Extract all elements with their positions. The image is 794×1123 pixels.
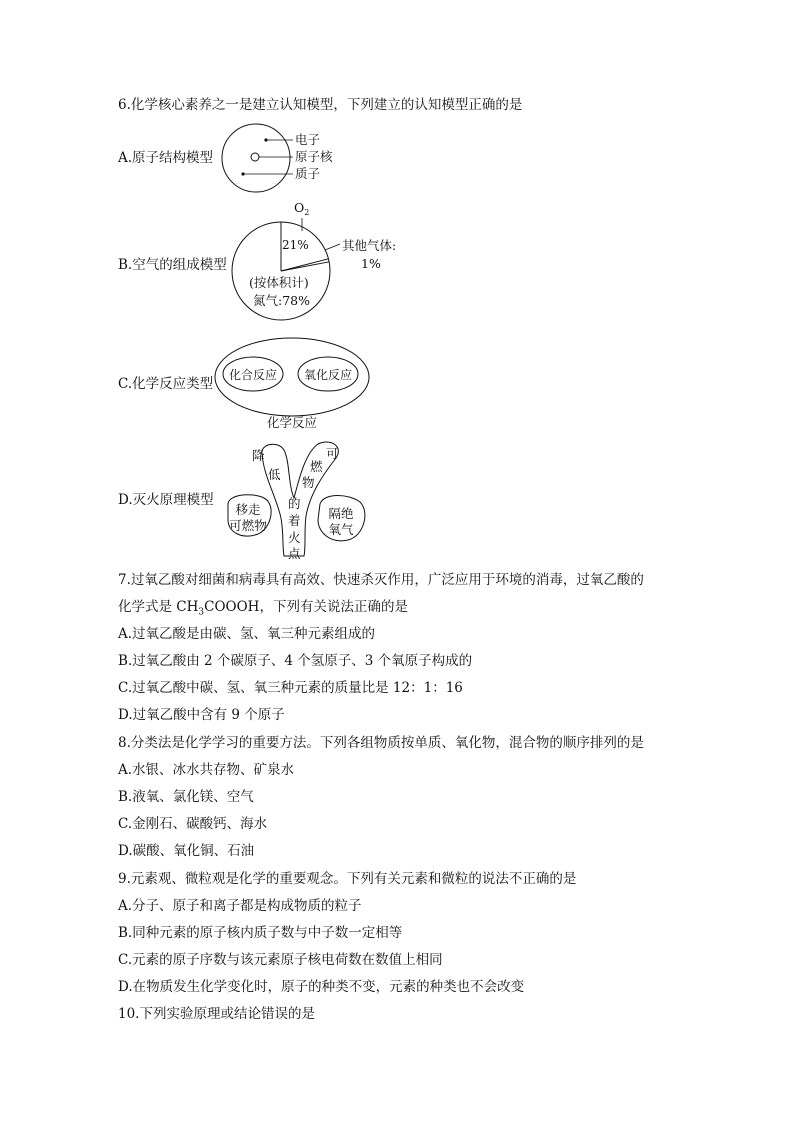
text-ignition-4: 点 (288, 546, 301, 561)
reaction-type-figure (214, 334, 384, 434)
q9-option-c: C.元素的原子序数与该元素原子核电荷数在数值上相同 (118, 952, 443, 968)
q7-option-c: C.过氧乙酸中碳、氢、氧三种元素的质量比是 12：1：16 (118, 680, 463, 696)
text-lower-2: 低 (268, 467, 281, 482)
q10-stem: 10.下列实验原理或结论错误的是 (118, 1006, 315, 1022)
fire-extinguishing-figure (222, 436, 382, 561)
text-combustible-2: 燃 (310, 459, 323, 474)
text-isolate-1: 隔绝 (328, 506, 354, 521)
other-pointer-line (325, 244, 340, 250)
q9-option-b: B.同种元素的原子核内质子数与中子数一定相等 (118, 925, 403, 941)
q8-option-a: A.水银、冰水共存物、矿泉水 (118, 762, 295, 778)
q6-option-b-label: B.空气的组成模型 (118, 257, 227, 273)
text-remove-2: 可燃物 (229, 518, 267, 533)
label-o2: $O_2$ (294, 200, 310, 217)
air-composition-pie-chart (230, 198, 410, 318)
text-isolate-2: 氧气 (328, 522, 354, 537)
q8-option-d: D.碳酸、氧化铜、石油 (118, 843, 255, 859)
label-chemical-reaction: 化学反应 (266, 415, 318, 430)
text-combustible-3: 物 (302, 475, 315, 490)
q6-option-d-label: D.灭火原理模型 (118, 492, 214, 508)
q6-stem: 6.化学核心素养之一是建立认知模型，下列建立的认知模型正确的是 (118, 97, 523, 113)
text-ignition-2: 着 (288, 513, 301, 528)
label-proton: 质子 (295, 166, 321, 181)
label-nucleus: 原子核 (295, 149, 333, 164)
atom-structure-figure (218, 124, 348, 194)
pie-boundary-other-n2 (281, 262, 329, 271)
q8-option-c: C.金刚石、碳酸钙、海水 (118, 816, 268, 832)
q6-option-a-label: A.原子结构模型 (118, 150, 214, 166)
label-electron: 电子 (295, 132, 321, 147)
label-other-gases: 其他气体: (342, 238, 397, 253)
text-combustible-1: 可 (326, 446, 339, 461)
label-basis: (按体积计) (249, 275, 309, 290)
atom-outer-circle (222, 124, 290, 192)
text-remove-1: 移走 (235, 502, 261, 517)
q7-option-d: D.过氧乙酸中含有 9 个原子 (118, 707, 285, 723)
q9-option-d: D.在物质发生化学变化时，原子的种类不变，元素的种类也不会改变 (118, 979, 525, 995)
q6-option-c-label: C.化学反应类型 (118, 376, 214, 392)
q8-stem: 8.分类法是化学学习的重要方法。下列各组物质按单质、氧化物，混合物的顺序排列的是 (118, 735, 644, 751)
label-other-pct: 1% (361, 256, 381, 271)
q7-option-b: B.过氧乙酸由 2 个碳原子、4 个氢原子、3 个氧原子构成的 (118, 653, 473, 669)
text-ignition-1: 的 (288, 496, 301, 511)
label-oxidation: 氧化反应 (303, 368, 353, 382)
q7-stem-line1: 7.过氧乙酸对细菌和病毒具有高效、快速杀灭作用，广泛应用于环境的消毒，过氧乙酸的 (118, 572, 644, 588)
q7-option-a: A.过氧乙酸是由碳、氢、氧三种元素组成的 (118, 626, 376, 642)
label-o2-pct: 21% (282, 238, 309, 252)
text-ignition-3: 火 (288, 530, 301, 545)
q8-option-b: B.液氧、氯化镁、空气 (118, 789, 254, 805)
label-combination: 化合反应 (228, 368, 278, 382)
nucleus-circle (251, 153, 259, 161)
q9-stem: 9.元素观、微粒观是化学的重要观念。下列有关元素和微粒的说法不正确的是 (118, 871, 577, 887)
label-n2: 氮气:78% (253, 293, 310, 308)
q7-stem-line2: 化学式是 $CH_3COOOH$，下列有关说法正确的是 (118, 599, 408, 618)
q9-option-a: A.分子、原子和离子都是构成物质的粒子 (118, 898, 362, 914)
text-lower-1: 降 (252, 448, 265, 463)
